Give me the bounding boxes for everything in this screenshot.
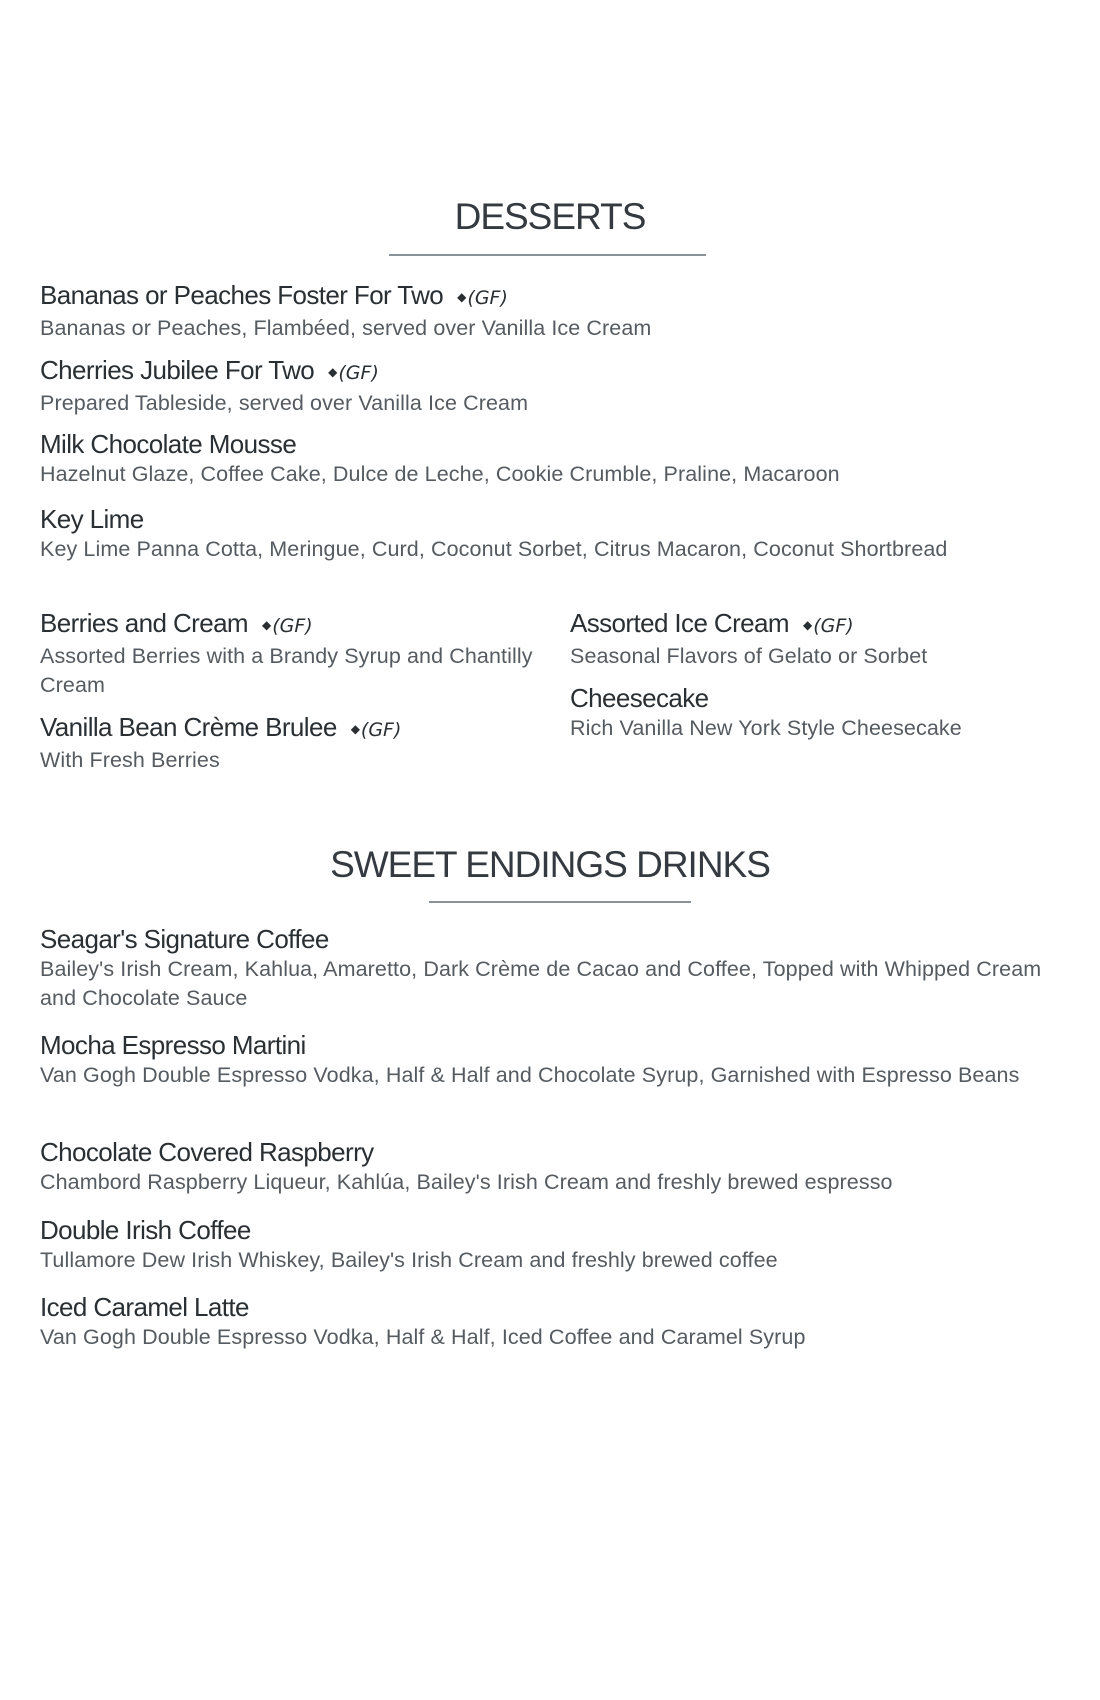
- menu-item: [40, 712, 540, 775]
- diamond-icon: ◆: [457, 290, 467, 304]
- gluten-free-badge: ◆(GF): [262, 615, 313, 637]
- item-description: Tullamore Dew Irish Whiskey, Bailey's Irish Cream and freshly brewed coffee: [40, 1248, 778, 1272]
- gluten-free-badge: ◆(GF): [802, 615, 854, 637]
- diamond-icon: ◆: [262, 618, 272, 632]
- menu-item: [570, 683, 1070, 743]
- item-name: Berries and Cream: [40, 608, 248, 638]
- item-name: Assorted Ice Cream: [570, 608, 789, 638]
- item-description: Van Gogh Double Espresso Vodka, Half & Half, Iced Coffee and Caramel Syrup: [40, 1325, 806, 1349]
- item-name: Milk Chocolate Mousse: [40, 429, 297, 459]
- item-name: Cherries Jubilee For Two: [40, 355, 315, 385]
- item-description: Seasonal Flavors of Gelato or Sorbet: [570, 644, 928, 668]
- item-name: Iced Caramel Latte: [40, 1292, 249, 1322]
- menu-item: [40, 924, 1050, 1013]
- drinks-title: SWEET ENDINGS DRINKS: [330, 844, 770, 885]
- diamond-icon: ◆: [802, 618, 813, 632]
- item-description: With Fresh Berries: [40, 748, 220, 772]
- gluten-free-badge: ◆(GF): [328, 362, 379, 384]
- gluten-free-badge: ◆(GF): [457, 287, 508, 309]
- item-name: Double Irish Coffee: [40, 1215, 251, 1245]
- item-description: Key Lime Panna Cotta, Meringue, Curd, Coconut Sorbet, Citrus Macaron, Coconut Shortbread: [40, 537, 948, 561]
- gluten-free-badge: ◆(GF): [350, 719, 402, 741]
- item-description: Assorted Berries with a Brandy Syrup and Chantilly Cream: [40, 644, 533, 697]
- item-description: Rich Vanilla New York Style Cheesecake: [570, 716, 962, 740]
- item-description: Van Gogh Double Espresso Vodka, Half & Half and Chocolate Syrup, Garnished with Espresso Beans: [40, 1063, 1020, 1087]
- menu-item: [40, 504, 1030, 564]
- menu-item: [40, 1137, 1090, 1197]
- item-name: Vanilla Bean Crème Brulee: [40, 712, 337, 742]
- diamond-icon: ◆: [328, 365, 338, 379]
- item-name: Bananas or Peaches Foster For Two: [40, 280, 444, 310]
- item-name: Seagar's Signature Coffee: [40, 924, 329, 954]
- menu-item: [40, 429, 1040, 489]
- drinks-divider: [429, 901, 691, 903]
- item-name: Mocha Espresso Martini: [40, 1030, 306, 1060]
- item-description: Bailey's Irish Cream, Kahlua, Amaretto, Dark Crème de Cacao and Coffee, Topped with Whipped Cream and Chocolate Sauce: [40, 957, 1042, 1010]
- item-description: Prepared Tableside, served over Vanilla Ice Cream: [40, 391, 529, 415]
- item-name: Chocolate Covered Raspberry: [40, 1137, 374, 1167]
- menu-item: [40, 1292, 1090, 1352]
- menu-item: [40, 280, 1040, 343]
- item-description: Bananas or Peaches, Flambéed, served over Vanilla Ice Cream: [40, 316, 652, 340]
- menu-item: [40, 355, 1040, 418]
- menu-item: [40, 608, 540, 700]
- menu-item: [40, 1030, 1040, 1090]
- diamond-icon: ◆: [350, 722, 360, 736]
- item-name: Key Lime: [40, 504, 144, 534]
- desserts-divider: [389, 254, 706, 256]
- menu-item: [570, 608, 1070, 671]
- menu-item: [40, 1215, 1090, 1275]
- item-name: Cheesecake: [570, 683, 709, 713]
- item-description: Hazelnut Glaze, Coffee Cake, Dulce de Leche, Cookie Crumble, Praline, Macaroon: [40, 462, 840, 486]
- item-description: Chambord Raspberry Liqueur, Kahlúa, Bailey's Irish Cream and freshly brewed espresso: [40, 1170, 893, 1194]
- desserts-title: DESSERTS: [454, 196, 646, 237]
